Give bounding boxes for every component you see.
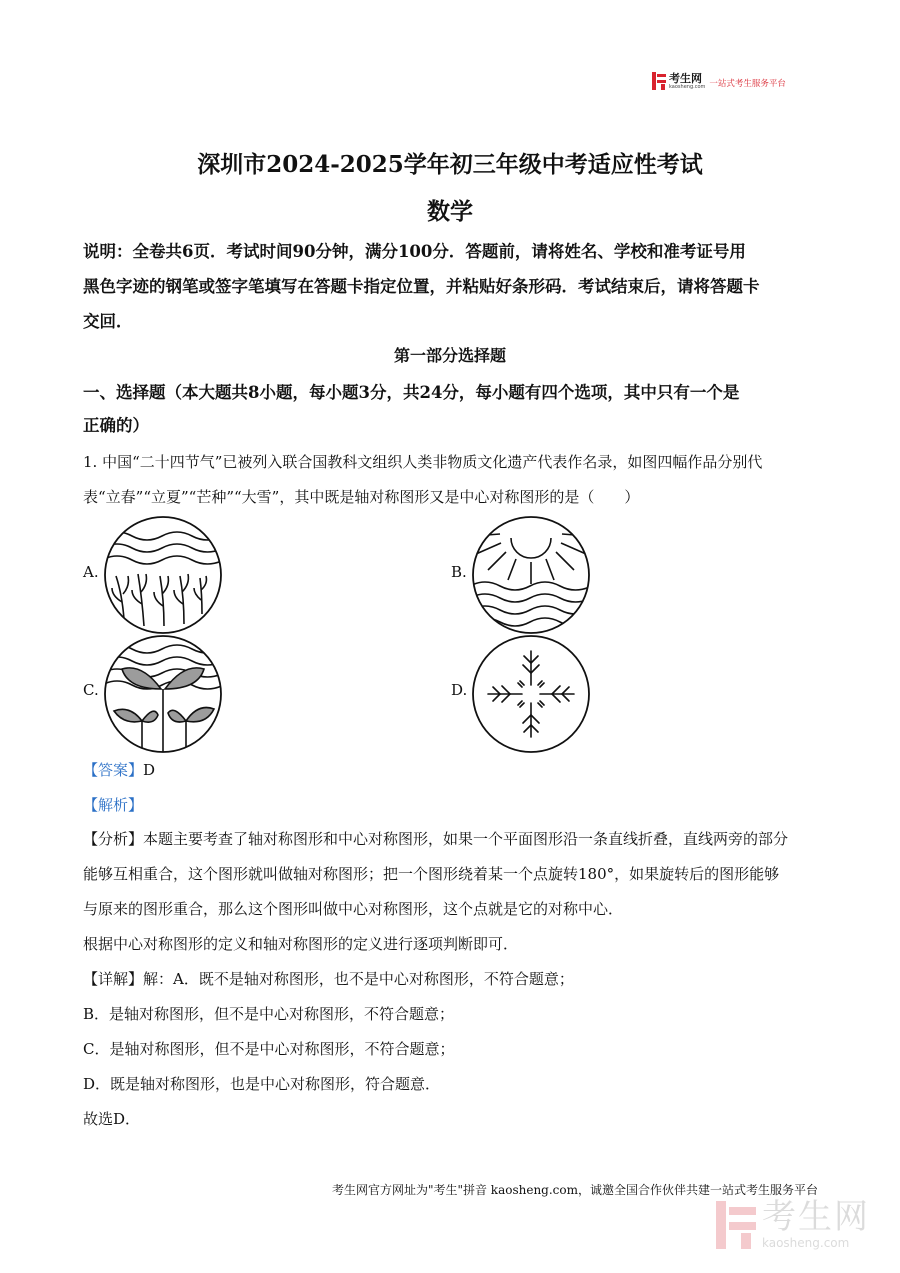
answer-tag: 【答案】 (83, 761, 144, 779)
question-line: 1. 中国“二十四节气”已被列入联合国教科文组织人类非物质文化遗产代表作名录，如图四幅作品分别代 (83, 453, 763, 471)
logo-icon (652, 72, 666, 90)
watermark-logo-icon (716, 1201, 756, 1249)
option-d-label: D. (451, 681, 468, 699)
analysis-line: D．既是轴对称图形，也是中心对称图形，符合题意． (83, 1075, 441, 1093)
analysis-line: 【分析】本题主要考查了轴对称图形和中心对称图形，如果一个平面图形沿一条直线折叠，直线两旁的部分 (83, 830, 789, 848)
option-d-figure (470, 633, 592, 755)
question-line: 表“立春”“立夏”“芒种”“大雪”，其中既是轴对称图形又是中心对称图形的是（ ） (83, 488, 640, 506)
answer-line (83, 759, 155, 780)
option-b-label: B. (451, 563, 467, 581)
analysis-line: 故选D． (83, 1110, 141, 1128)
header-slogan: 一站式考生服务平台 (709, 79, 786, 89)
watermark-domain: kaosheng.com (762, 1236, 850, 1250)
logo-text: 考生网 (669, 71, 702, 85)
page-footer: 考生网官方网址为"考生"拼音 kaosheng.com，诚邀全国合作伙伴共建一站式考生服务平台 (331, 1183, 818, 1197)
option-c-label: C. (83, 681, 99, 699)
header-logo (652, 72, 786, 90)
option-a-label: A. (83, 563, 99, 581)
watermark (716, 1197, 870, 1250)
watermark-text: 考生网 (762, 1197, 870, 1237)
part-heading (83, 376, 823, 442)
analysis-line: 根据中心对称图形的定义和轴对称图形的定义进行逐项判断即可． (83, 935, 519, 953)
instructions (83, 234, 823, 339)
question-1-text (83, 445, 823, 515)
part-heading-line: 正确的） (83, 416, 149, 435)
option-a-figure (102, 514, 224, 636)
analysis-line: 能够互相重合，这个图形就叫做轴对称图形；把一个图形绕着某一个点旋转180°，如果旋转后的图形能够 (83, 865, 780, 883)
logo-domain: kaosheng.com (669, 83, 706, 90)
analysis-line: B．是轴对称图形，但不是中心对称图形，不符合题意； (83, 1005, 455, 1023)
analysis-body (83, 822, 823, 1137)
option-b-figure (470, 514, 592, 636)
analysis-line: 【详解】解：A．既不是轴对称图形，也不是中心对称图形，不符合题意； (83, 970, 574, 988)
analysis-tag: 【解析】 (83, 796, 144, 814)
instruction-line: 黑色字迹的钢笔或签字笔填写在答题卡指定位置，并粘贴好条形码．考试结束后，请将答题卡 (83, 277, 760, 296)
section-title: 第一部分选择题 (393, 346, 506, 365)
analysis-line: C．是轴对称图形，但不是中心对称图形，不符合题意； (83, 1040, 455, 1058)
exam-title: 深圳市2024-2025学年初三年级中考适应性考试 (197, 151, 703, 178)
answer-value: D (143, 761, 156, 779)
subject-title: 数学 (427, 198, 473, 225)
analysis-line: 与原来的图形重合，那么这个图形叫做中心对称图形，这个点就是它的对称中心． (83, 900, 624, 918)
instruction-line: 说明：全卷共6页．考试时间90分钟，满分100分．答题前，请将姓名、学校和准考证号用 (83, 242, 746, 261)
part-heading-line: 一、选择题（本大题共8小题，每小题3分，共24分，每小题有四个选项，其中只有一个是 (83, 383, 740, 402)
option-c-figure (102, 633, 224, 755)
instruction-line: 交回． (83, 312, 133, 331)
